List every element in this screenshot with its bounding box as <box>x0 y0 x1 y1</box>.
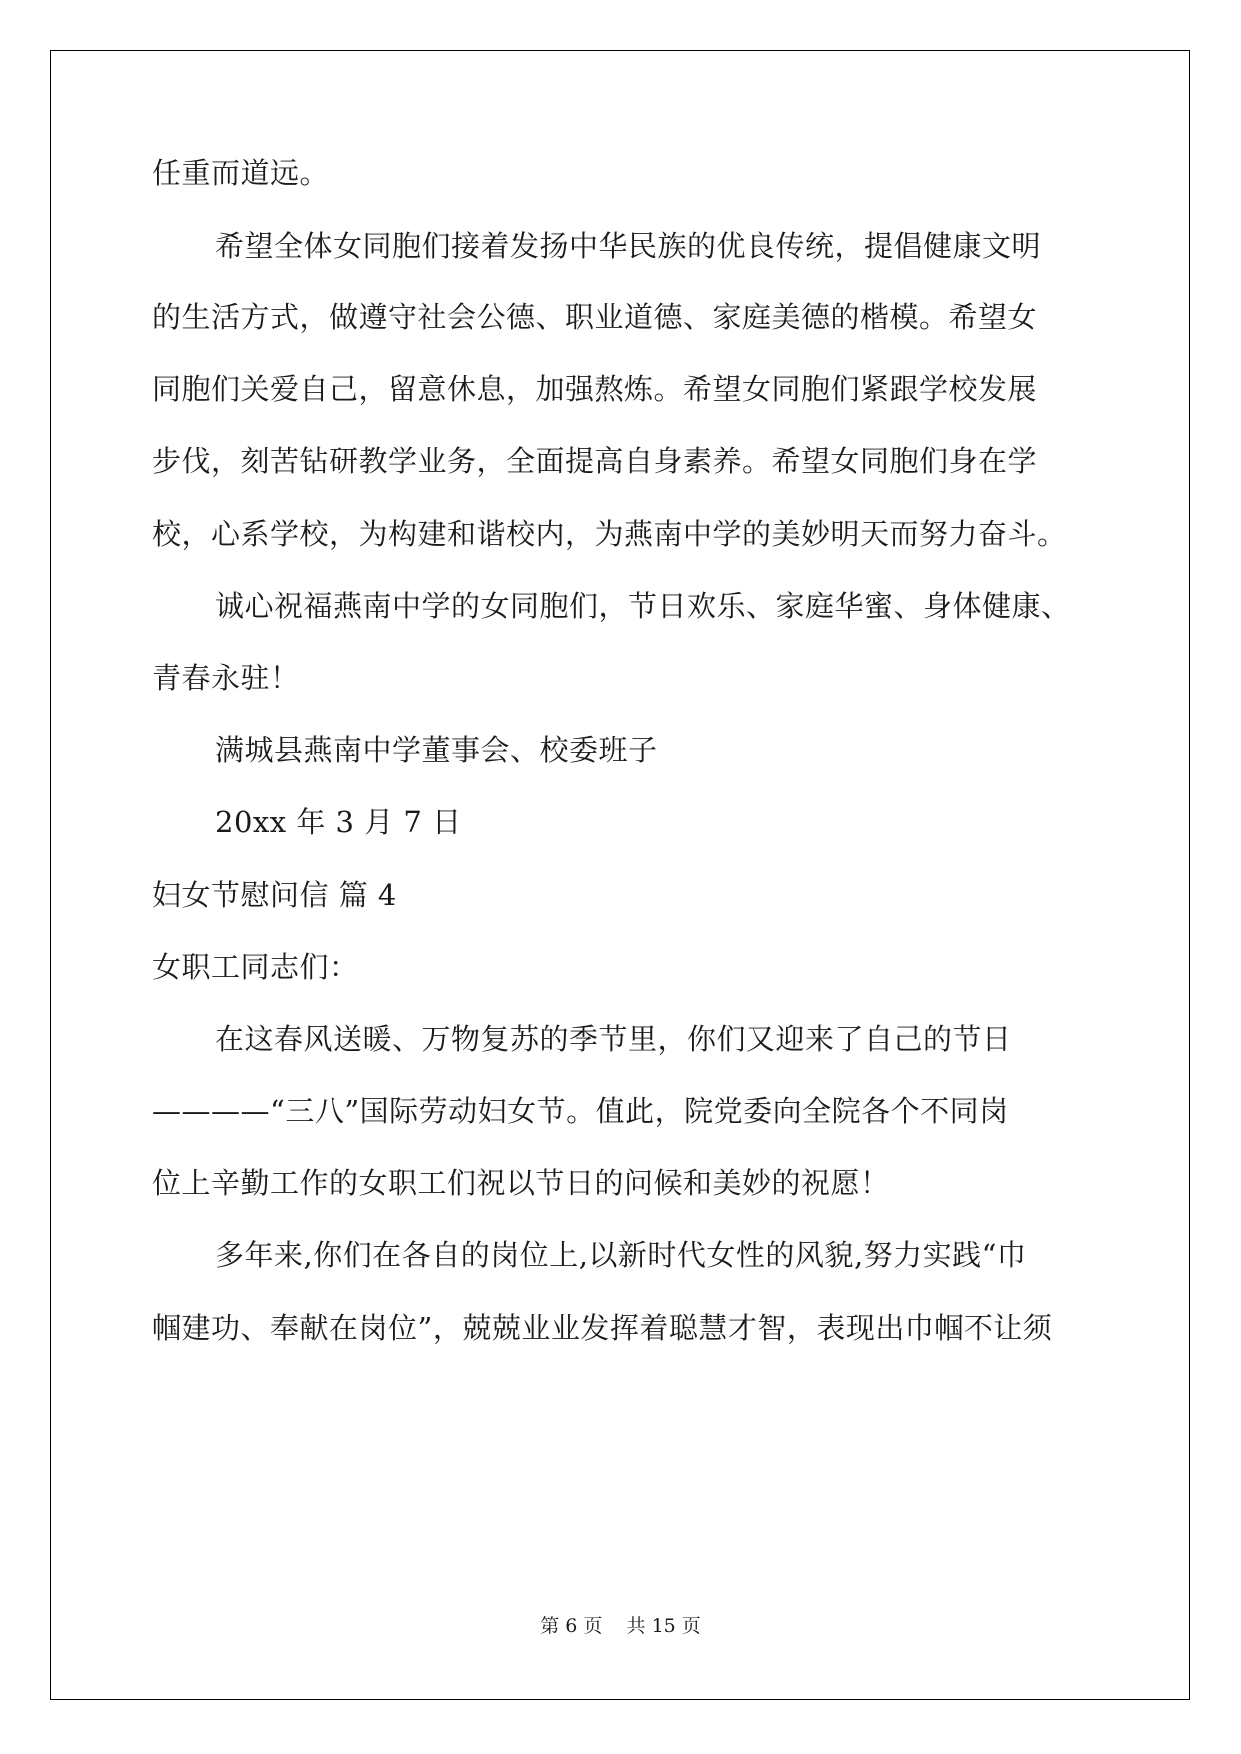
text-line: 位上辛勤工作的女职工们祝以节日的问候和美妙的祝愿！ <box>152 1166 890 1200</box>
text-line: 青春永驻！ <box>152 661 300 695</box>
paragraph-first-line: 诚心祝福燕南中学的女同胞们，节日欢乐、家庭华蜜、身体健康、 <box>215 589 1071 623</box>
text-line: 帼建功、奉献在岗位”，兢兢业业发挥着聪慧才智，表现出巾帼不让须 <box>152 1311 1053 1345</box>
text-line: 的生活方式，做遵守社会公德、职业道德、家庭美德的楷模。希望女 <box>152 300 1038 334</box>
salutation: 女职工同志们： <box>152 950 359 984</box>
section-heading: 妇女节慰问信 篇 4 <box>152 878 397 912</box>
text-line: ————“三八”国际劳动妇女节。值此，院党委向全院各个不同岗 <box>152 1094 1009 1128</box>
date-line: 20xx 年 3 月 7 日 <box>215 805 462 839</box>
paragraph-first-line: 在这春风送暖、万物复苏的季节里，你们又迎来了自己的节日 <box>215 1022 1012 1056</box>
page-number-footer: 第 6 页 共 15 页 <box>540 1615 701 1637</box>
text-line: 步伐，刻苦钻研教学业务，全面提高自身素养。希望女同胞们身在学 <box>152 444 1038 478</box>
paragraph-first-line: 多年来,你们在各自的岗位上,以新时代女性的风貌,努力实践“巾 <box>215 1238 1027 1272</box>
signature-line: 满城县燕南中学董事会、校委班子 <box>215 733 658 767</box>
text-line: 校，心系学校，为构建和谐校内，为燕南中学的美妙明天而努力奋斗。 <box>152 517 1067 551</box>
paragraph-first-line: 希望全体女同胞们接着发扬中华民族的优良传统，提倡健康文明 <box>215 229 1042 263</box>
text-line: 同胞们关爱自己，留意休息，加强熬炼。希望女同胞们紧跟学校发展 <box>152 372 1038 406</box>
text-line: 任重而道远。 <box>152 156 330 190</box>
